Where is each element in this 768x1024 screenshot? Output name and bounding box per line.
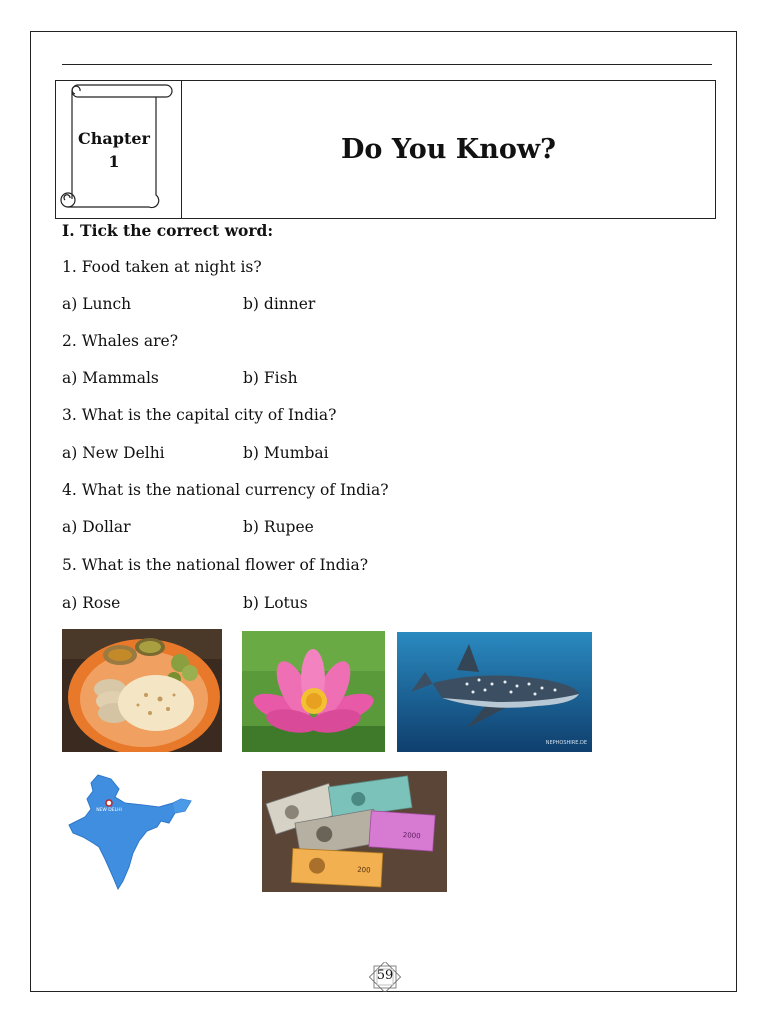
question-text: 2. Whales are? [62, 332, 179, 350]
option-a[interactable]: a) Rose [62, 594, 121, 612]
option-b[interactable]: b) dinner [243, 295, 316, 313]
note-200-label: 200 [356, 865, 371, 875]
option-a[interactable]: a) Mammals [62, 369, 159, 387]
option-b[interactable]: b) Mumbai [243, 444, 329, 462]
option-a[interactable]: a) New Delhi [62, 444, 165, 462]
page-title: Do You Know? [341, 134, 556, 165]
section-heading: I. Tick the correct word: [62, 221, 274, 240]
note-2000-label: 2000 [402, 831, 421, 841]
question-text: 4. What is the national currency of India? [62, 481, 389, 499]
map-label: NEW DELHI [96, 808, 122, 813]
question-text: 1. Food taken at night is? [62, 258, 262, 276]
chapter-number: 1 [108, 152, 120, 171]
header-rule [62, 64, 712, 65]
food-plate-image [62, 629, 222, 752]
option-b[interactable]: b) Fish [243, 369, 298, 387]
whale-shark-image [397, 632, 592, 752]
option-a[interactable]: a) Lunch [62, 295, 132, 313]
india-map-image [63, 771, 198, 892]
chapter-header [55, 80, 716, 219]
option-b[interactable]: b) Lotus [243, 594, 308, 612]
option-a[interactable]: a) Dollar [62, 518, 131, 536]
option-b[interactable]: b) Rupee [243, 518, 314, 536]
question-text: 5. What is the national flower of India? [62, 556, 369, 574]
page-number: 59 [376, 968, 394, 983]
currency-notes-image [262, 771, 447, 892]
shark-watermark: NEPHOSHIRE.DE [545, 740, 587, 746]
page-number-badge [368, 962, 402, 992]
chapter-label: Chapter [78, 129, 150, 148]
lotus-image [242, 631, 385, 752]
question-text: 3. What is the capital city of India? [62, 406, 337, 424]
